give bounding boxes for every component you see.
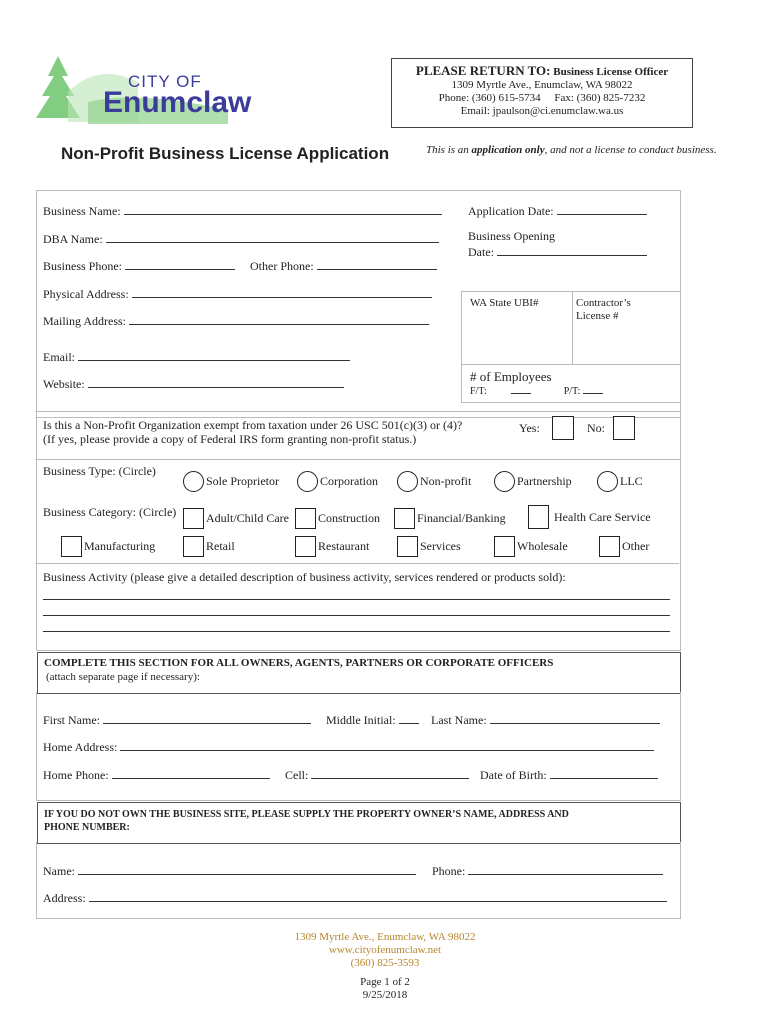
corporation-circle[interactable] [297,471,318,492]
physical-address-label: Physical Address: [43,287,129,301]
partnership-label: Partnership [517,474,572,488]
home-address-label: Home Address: [43,740,118,754]
business-phone-label: Business Phone: [43,259,123,273]
owners-heading-box [37,652,681,694]
first-name-field[interactable] [103,711,311,724]
return-to-box [391,58,693,128]
owner-address-label: Address: [43,891,86,905]
business-name-label: Business Name: [43,204,121,218]
yes-label: Yes: [519,420,540,435]
middle-initial-label: Middle Initial: [326,713,396,727]
footer-website[interactable]: www.cityofenumclaw.net [328,944,442,956]
no-checkbox[interactable] [613,416,635,440]
sole-proprietor-circle[interactable] [183,471,204,492]
wholesale-checkbox[interactable] [494,536,515,557]
llc-label: LLC [620,474,643,488]
health-care-label: Health Care Service [554,509,651,524]
owner-name-field[interactable] [78,862,416,875]
footer-phone: (360) 825-3593 [350,957,420,969]
dob-field[interactable] [550,766,658,779]
services-label: Services [420,539,461,553]
property-heading-box [37,802,681,844]
nonprofit-question: Is this a Non-Profit Organization exempt from taxation under 26 USC 501(c)(3) or (4)? [43,418,463,432]
disclaimer: This is an application only, and not a license to conduct business. [426,144,717,156]
activity-line-1[interactable] [43,599,670,600]
adult-child-care-checkbox[interactable] [183,508,204,529]
website-label: Website: [43,377,85,391]
application-date-field[interactable] [557,202,647,215]
nonprofit-circle[interactable] [397,471,418,492]
cell-field[interactable] [311,766,469,779]
other-phone-field[interactable] [317,257,437,270]
owners-subheading: (attach separate page if necessary): [46,671,200,683]
owner-phone-label: Phone: [432,864,466,878]
pt-label: P/T: [563,386,581,397]
middle-initial-field[interactable] [399,711,419,724]
llc-circle[interactable] [597,471,618,492]
financial-banking-checkbox[interactable] [394,508,415,529]
construction-label: Construction [318,511,380,525]
ft-label: F/T: [470,386,487,397]
business-phone-field[interactable] [125,257,235,270]
email-field[interactable] [78,348,350,361]
wholesale-label: Wholesale [517,539,568,553]
adult-child-care-label: Adult/Child Care [206,511,289,525]
page-number: Page 1 of 2 [360,976,410,988]
dob-label: Date of Birth: [480,768,547,782]
restaurant-label: Restaurant [318,539,370,553]
ubi-box [461,291,680,403]
city-logo [28,52,278,132]
ubi-label: WA State UBI# [470,297,539,309]
partnership-circle[interactable] [494,471,515,492]
other-phone-label: Other Phone: [250,259,314,273]
return-email: Email: jpaulson@ci.enumclaw.wa.us [460,105,624,117]
manufacturing-label: Manufacturing [84,539,156,553]
yes-checkbox[interactable] [552,416,574,440]
last-name-field[interactable] [490,711,660,724]
return-officer: Business License Officer [553,66,669,78]
mailing-address-label: Mailing Address: [43,314,126,328]
application-date-label: Application Date: [468,204,554,218]
business-category-label: Business Category: (Circle) [43,505,177,519]
business-type-label: Business Type: (Circle) [43,464,156,478]
logo-enumclaw: Enumclaw [103,86,252,119]
retail-label: Retail [206,539,235,553]
contractor-license-label: Contractor’s License # [576,297,631,322]
business-name-field[interactable] [124,202,442,215]
last-name-label: Last Name: [431,713,487,727]
activity-line-2[interactable] [43,615,670,616]
sole-proprietor-label: Sole Proprietor [206,474,279,488]
return-address: 1309 Myrtle Ave., Enumclaw, WA 98022 [451,79,633,91]
owner-name-label: Name: [43,864,75,878]
return-heading: PLEASE RETURN TO: [415,63,551,78]
property-frame [36,842,681,919]
other-label: Other [622,539,650,553]
home-phone-field[interactable] [112,766,270,779]
footer-address: 1309 Myrtle Ave., Enumclaw, WA 98022 [294,931,476,943]
mailing-address-field[interactable] [129,312,429,325]
dba-name-field[interactable] [106,230,439,243]
ft-field[interactable] [511,384,531,394]
revision-date: 9/25/2018 [362,989,408,1001]
health-care-checkbox[interactable] [528,505,549,529]
business-activity-label: Business Activity (please give a detailed description of business activity, services rendered or products sold): [43,570,566,584]
logo-city-of: CITY OF [128,72,202,91]
opening-date-field[interactable] [497,243,647,256]
cell-label: Cell: [285,768,309,782]
manufacturing-checkbox[interactable] [61,536,82,557]
no-label: No: [587,420,605,435]
pt-field[interactable] [583,384,603,394]
activity-line-3[interactable] [43,631,670,632]
owner-phone-field[interactable] [468,862,663,875]
website-field[interactable] [88,375,344,388]
opening-date-label: Business Opening [468,229,555,243]
property-heading-2: PHONE NUMBER: [44,822,130,833]
email-label: Email: [43,350,75,364]
nonprofit-note: (If yes, please provide a copy of Federal IRS form granting non-profit status.) [43,432,417,446]
home-phone-label: Home Phone: [43,768,109,782]
retail-checkbox[interactable] [183,536,204,557]
property-heading-1: IF YOU DO NOT OWN THE BUSINESS SITE, PLEASE SUPPLY THE PROPERTY OWNER’S NAME, ADDRESS AND [44,809,569,820]
dba-name-label: DBA Name: [43,232,103,246]
other-checkbox[interactable] [599,536,620,557]
owner-address-field[interactable] [89,889,667,902]
page-title: Non-Profit Business License Application [61,144,390,163]
return-phone: Phone: (360) 615-5734 [438,92,541,104]
employees-label: # of Employees [470,369,552,384]
first-name-label: First Name: [43,713,100,727]
restaurant-checkbox[interactable] [295,536,316,557]
physical-address-field[interactable] [132,285,432,298]
services-checkbox[interactable] [397,536,418,557]
financial-banking-label: Financial/Banking [417,511,506,525]
return-fax: Fax: (360) 825-7232 [554,92,646,104]
nonprofit-label: Non-profit [420,474,472,488]
owners-heading: COMPLETE THIS SECTION FOR ALL OWNERS, AGENTS, PARTNERS OR CORPORATE OFFICERS [44,657,554,669]
corporation-label: Corporation [320,474,378,488]
construction-checkbox[interactable] [295,508,316,529]
home-address-field[interactable] [120,738,654,751]
